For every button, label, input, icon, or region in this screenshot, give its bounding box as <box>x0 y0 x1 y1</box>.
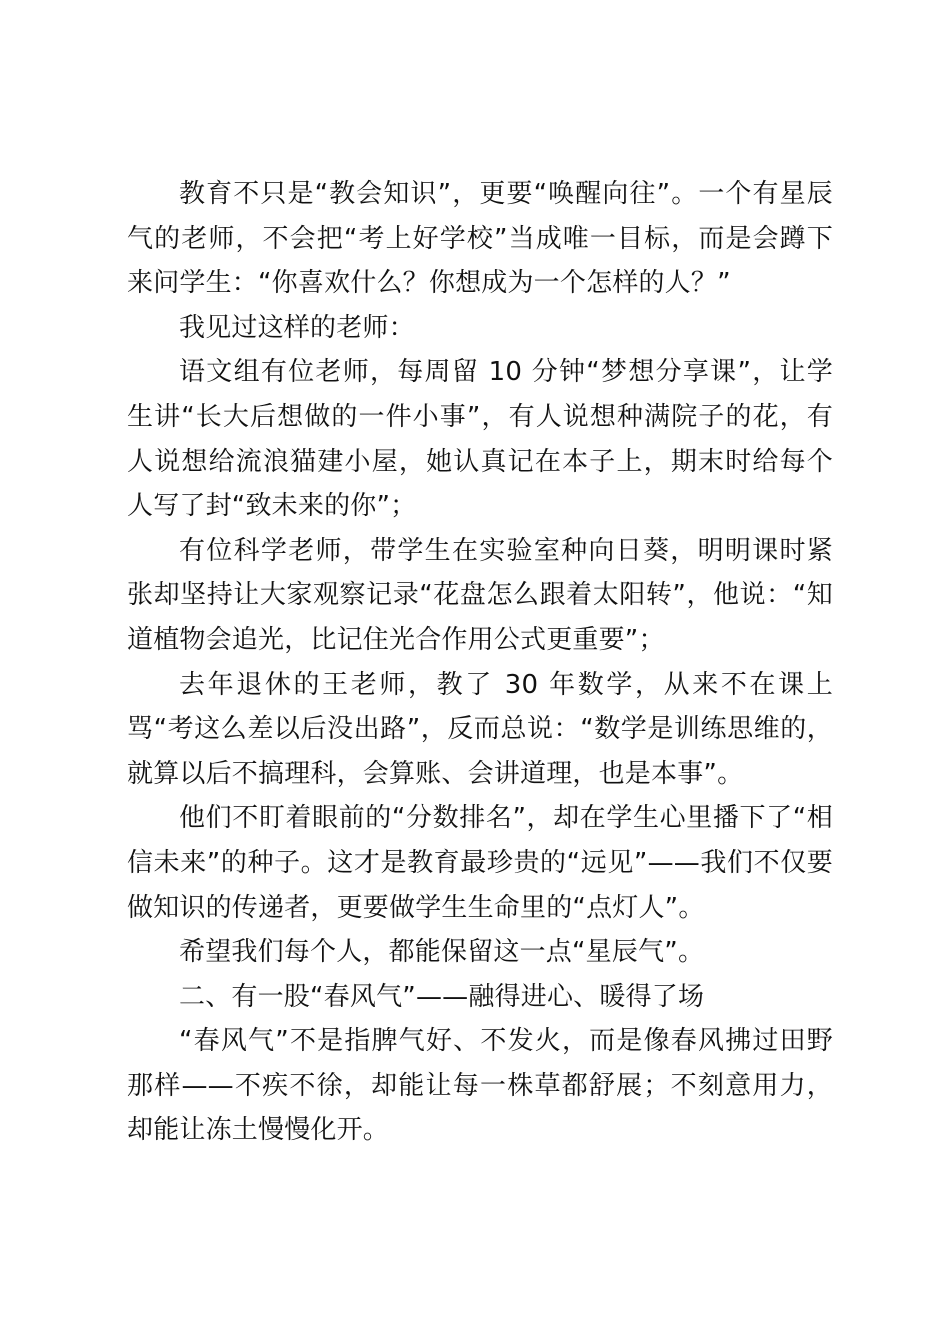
paragraph-education-awakening: 教育不只是“教会知识”，更要“唤醒向往”。一个有星辰气的老师，不会把“考上好学校”当成唯一目标，而是会蹲下来问学生：“你喜欢什么？你想成为一个怎样的人？” <box>127 179 833 299</box>
paragraph-math-teacher: 去年退休的王老师，教了 30 年数学，从来不在课上骂“考这么差以后没出路”，反而总说：“数学是训练思维的，就算以后不搞理科，会算账、会讲道理，也是本事”。 <box>127 669 833 789</box>
paragraph-seen-teachers: 我见过这样的老师： <box>179 312 415 343</box>
paragraph-hope: 希望我们每个人，都能保留这一点“星辰气”。 <box>179 937 705 968</box>
document-body <box>127 172 833 1153</box>
section-heading-spring-breeze: 二、有一股“春风气”——融得进心、暖得了场 <box>179 981 705 1012</box>
paragraph-lamp-lighter: 他们不盯着眼前的“分数排名”，却在学生心里播下了“相信未来”的种子。这才是教育最珍贵的“远见”——我们不仅要做知识的传递者，更要做学生生命里的“点灯人”。 <box>127 803 833 923</box>
paragraph-spring-breeze: “春风气”不是指脾气好、不发火，而是像春风拂过田野那样——不疾不徐，却能让每一株草都舒展；不刻意用力，却能让冻土慢慢化开。 <box>127 1026 833 1146</box>
paragraph-chinese-teacher: 语文组有位老师，每周留 10 分钟“梦想分享课”，让学生讲“长大后想做的一件小事”，有人说想种满院子的花，有人说想给流浪猫建小屋，她认真记在本子上，期末时给每个人写了封“致未来的你”； <box>127 357 833 522</box>
paragraph-science-teacher: 有位科学老师，带学生在实验室种向日葵，明明课时紧张却坚持让大家观察记录“花盘怎么跟着太阳转”，他说：“知道植物会追光，比记住光合作用公式更重要”； <box>127 535 833 655</box>
